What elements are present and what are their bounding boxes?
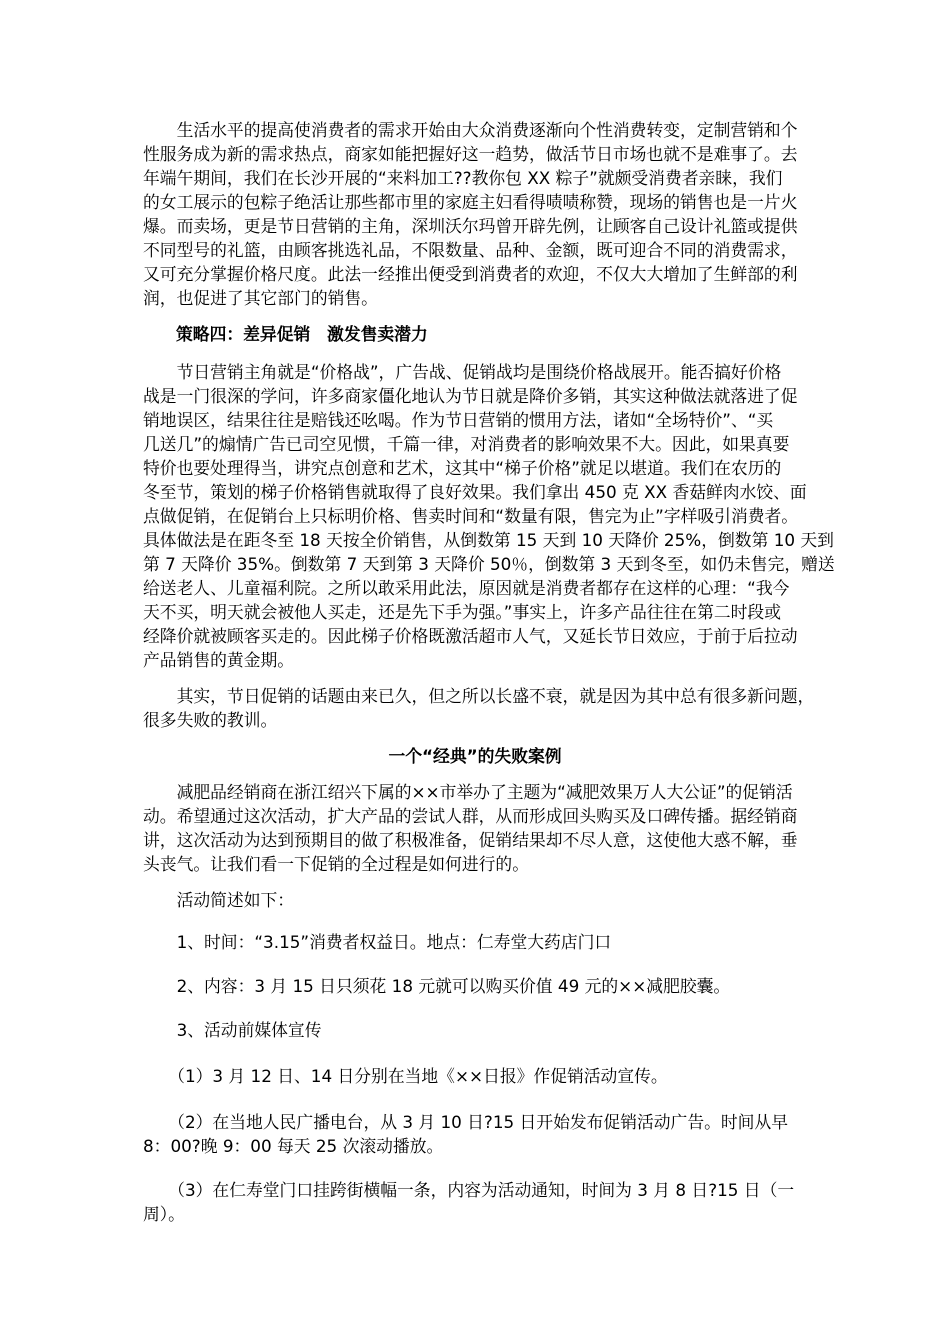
- text-line: 经降价就被顾客买走的。因此梯子价格既激活超市人气，又延长节日效应，于前于后拉动: [143, 626, 798, 646]
- text-line: 特价也要处理得当，讲究点创意和艺术，这其中“梯子价格”就足以堪道。我们在农历的: [143, 458, 782, 478]
- text-line: 销地误区，结果往往是赔钱还吆喝。作为节日营销的惯用方法，诸如“全场特价”、“买: [143, 410, 774, 430]
- text-line: 天不买，明天就会被他人买走，还是先下手为强。”事实上，许多产品往往在第二时段或: [143, 602, 781, 622]
- text-line: 几送几”的煽情广告已司空见惯，千篇一律，对消费者的影响效果不大。因此，如果真要: [143, 434, 790, 454]
- text-line: 其实，节日促销的话题由来已久，但之所以长盛不衰，就是因为其中总有很多新问题，: [143, 686, 815, 706]
- section-heading: 策略四：差异促销 激发售卖潜力: [176, 324, 428, 344]
- text-line: 产品销售的黄金期。: [143, 650, 295, 670]
- case-title: 一个“经典”的失败案例: [388, 746, 562, 766]
- text-line: 年端午期间，我们在长沙开展的“来料加工??教你包 XX 粽子”就颇受消费者亲睐，我们: [143, 168, 783, 188]
- activity-summary: 活动简述如下：: [143, 890, 295, 910]
- text-line: 很多失败的教训。: [143, 710, 278, 730]
- text-line: 冬至节，策划的梯子价格销售就取得了良好效果。我们拿出 450 克 XX 香菇鲜肉水饺、面: [143, 482, 807, 502]
- text-line: 减肥品经销商在浙江绍兴下属的××市举办了主题为“减肥效果万人大公证”的促销活: [143, 782, 793, 802]
- text-line: 点做促销，在促销台上只标明价格、售卖时间和“数量有限，售完为止”字样吸引消费者。: [143, 506, 799, 526]
- text-line: 爆。而卖场，更是节日营销的主角，深圳沃尔玛曾开辟先例，让顾客自己设计礼篮或提供: [143, 216, 798, 236]
- list-item: 3、活动前媒体宣传: [143, 1020, 322, 1040]
- text-line: 第 7 天降价 35%。倒数第 7 天到第 3 天降价 50％，倒数第 3 天到冬至，如仍未售完，赠送: [143, 554, 835, 574]
- text-line: 头丧气。让我们看一下促销的全过程是如何进行的。: [143, 854, 529, 874]
- text-line: 动。希望通过这次活动，扩大产品的尝试人群，从而形成回头购买及口碑传播。据经销商: [143, 806, 798, 826]
- text-line: （2）在当地人民广播电台，从 3 月 10 日?15 日开始发布促销活动广告。时间从早: [143, 1112, 789, 1132]
- text-line: （3）在仁寿堂门口挂跨街横幅一条，内容为活动通知，时间为 3 月 8 日?15 日（一: [143, 1180, 795, 1200]
- text-line: 8：00?晚 9：00 每天 25 次滚动播放。: [143, 1136, 444, 1156]
- text-line: 战是一门很深的学问，许多商家僵化地认为节日就是降价多销，其实这种做法就落进了促: [143, 386, 798, 406]
- text-line: 生活水平的提高使消费者的需求开始由大众消费逐渐向个性消费转变，定制营销和个: [143, 120, 798, 140]
- text-line: 不同型号的礼篮，由顾客挑选礼品，不限数量、品种、金额，既可迎合不同的消费需求，: [143, 240, 798, 260]
- text-line: 性服务成为新的需求热点，商家如能把握好这一趋势，做活节日市场也就不是难事了。去: [143, 144, 798, 164]
- text-line: 的女工展示的包粽子绝活让那些都市里的家庭主妇看得啧啧称赞，现场的销售也是一片火: [143, 192, 798, 212]
- list-item: 2、内容：3 月 15 日只须花 18 元就可以购买价值 49 元的××减肥胶囊。: [143, 976, 731, 996]
- list-item: 1、时间：“3.15”消费者权益日。地点：仁寿堂大药店门口: [143, 932, 612, 952]
- text-line: 具体做法是在距冬至 18 天按全价销售，从倒数第 15 天到 10 天降价 25%，倒数第 10 天到: [143, 530, 834, 550]
- text-line: 润，也促进了其它部门的销售。: [143, 288, 378, 308]
- text-line: 周）。: [143, 1204, 185, 1224]
- text-line: 节日营销主角就是“价格战”，广告战、促销战均是围绕价格战展开。能否搞好价格: [143, 362, 782, 382]
- text-line: 又可充分掌握价格尺度。此法一经推出便受到消费者的欢迎，不仅大大增加了生鲜部的利: [143, 264, 798, 284]
- sub-list-item: （1）3 月 12 日、14 日分别在当地《××日报》作促销活动宣传。: [143, 1066, 668, 1086]
- text-line: 给送老人、儿童福利院。之所以敢采用此法，原因就是消费者都存在这样的心理：“我今: [143, 578, 790, 598]
- text-line: 讲，这次活动为达到预期目的做了积极准备，促销结果却不尽人意，这使他大惑不解，垂: [143, 830, 798, 850]
